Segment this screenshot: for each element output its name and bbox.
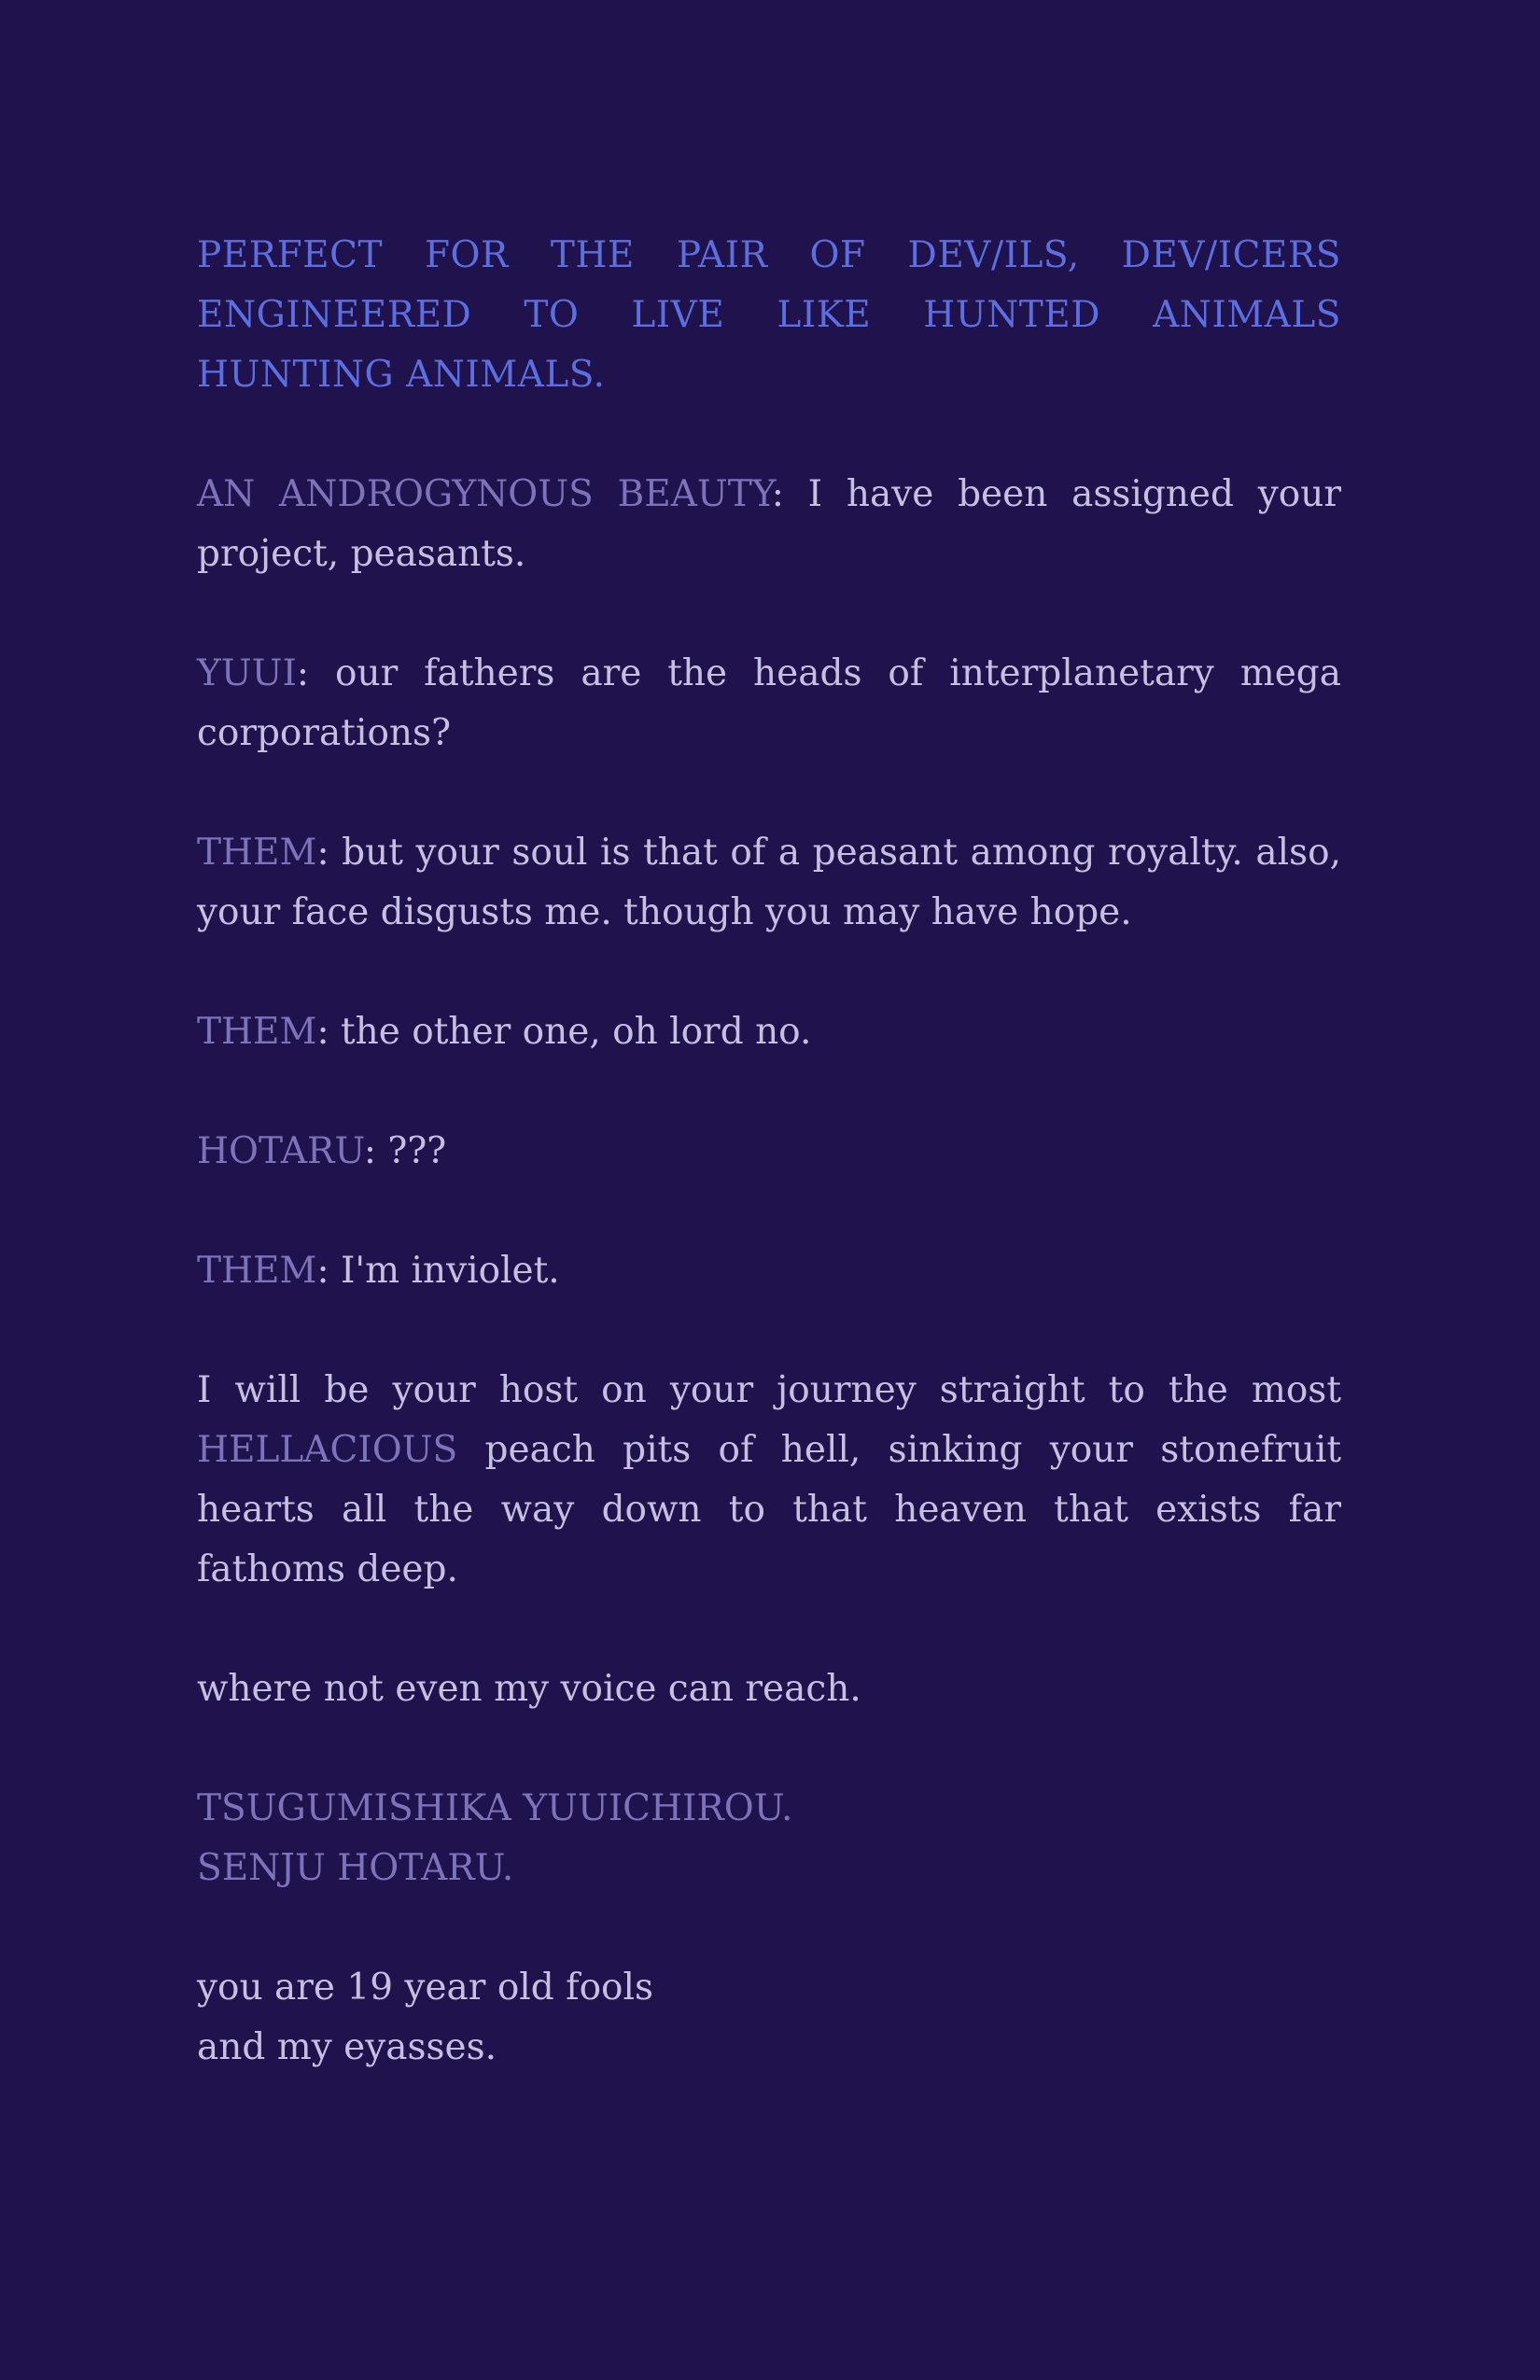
name-line: TSUGUMISHIKA YUUICHIROU. — [197, 1787, 793, 1829]
dialogue-text: I have been assigned your project, peasants. — [197, 473, 1342, 575]
journey-text-before: I will be your host on your journey straight to the most — [197, 1369, 1341, 1411]
speaker-separator: : — [296, 652, 335, 694]
dialogue-line — [197, 465, 1341, 584]
document-page — [197, 226, 1341, 2137]
dialogue-text: but your soul is that of a peasant among royalty. also, your face disgusts me. though you may have hope. — [197, 832, 1341, 933]
closing-line: and my eyasses. — [197, 2026, 497, 2068]
journey-text-after: peach pits of hell, sinking your stonefruit hearts all the way down to that heaven that exists far fathoms deep. — [197, 1429, 1341, 1590]
journey-emphasis: HELLACIOUS — [197, 1429, 458, 1471]
reach-paragraph: where not even my voice can reach. — [197, 1668, 861, 1710]
dialogue-text: ??? — [387, 1130, 447, 1172]
speaker-name: THEM — [197, 832, 317, 874]
speaker-name: THEM — [197, 1011, 317, 1053]
dialogue-text: I'm inviolet. — [340, 1250, 560, 1292]
closing-line: you are 19 year old fools — [197, 1967, 654, 2009]
dialogue-line — [197, 1122, 1341, 1182]
names-block — [197, 1779, 1341, 1898]
dialogue-line — [197, 823, 1341, 943]
speaker-separator: : — [316, 1011, 341, 1053]
closing-block — [197, 1958, 1341, 2078]
dialogue-line — [197, 1002, 1341, 1062]
speaker-separator: : — [363, 1130, 388, 1172]
speaker-separator: : — [316, 1250, 341, 1292]
dialogue-text: the other one, oh lord no. — [340, 1011, 812, 1053]
speaker-separator: : — [316, 832, 343, 874]
speaker-name: THEM — [197, 1250, 317, 1292]
intro-paragraph: PERFECT FOR THE PAIR OF DEV/ILS, DEV/ICERS ENGINEERED TO LIVE LIKE HUNTED ANIMALS HUNTING ANIMALS. — [197, 234, 1341, 396]
name-line: SENJU HOTARU. — [197, 1847, 514, 1889]
speaker-name: AN ANDROGYNOUS BEAUTY — [197, 473, 772, 515]
journey-paragraph — [197, 1361, 1341, 1600]
speaker-separator: : — [771, 473, 808, 515]
speaker-name: YUUI — [197, 652, 297, 694]
dialogue-line — [197, 644, 1341, 763]
speaker-name: HOTARU — [197, 1130, 364, 1172]
dialogue-line — [197, 1241, 1341, 1301]
dialogue-text: our fathers are the heads of interplanetary mega corporations? — [197, 652, 1341, 754]
